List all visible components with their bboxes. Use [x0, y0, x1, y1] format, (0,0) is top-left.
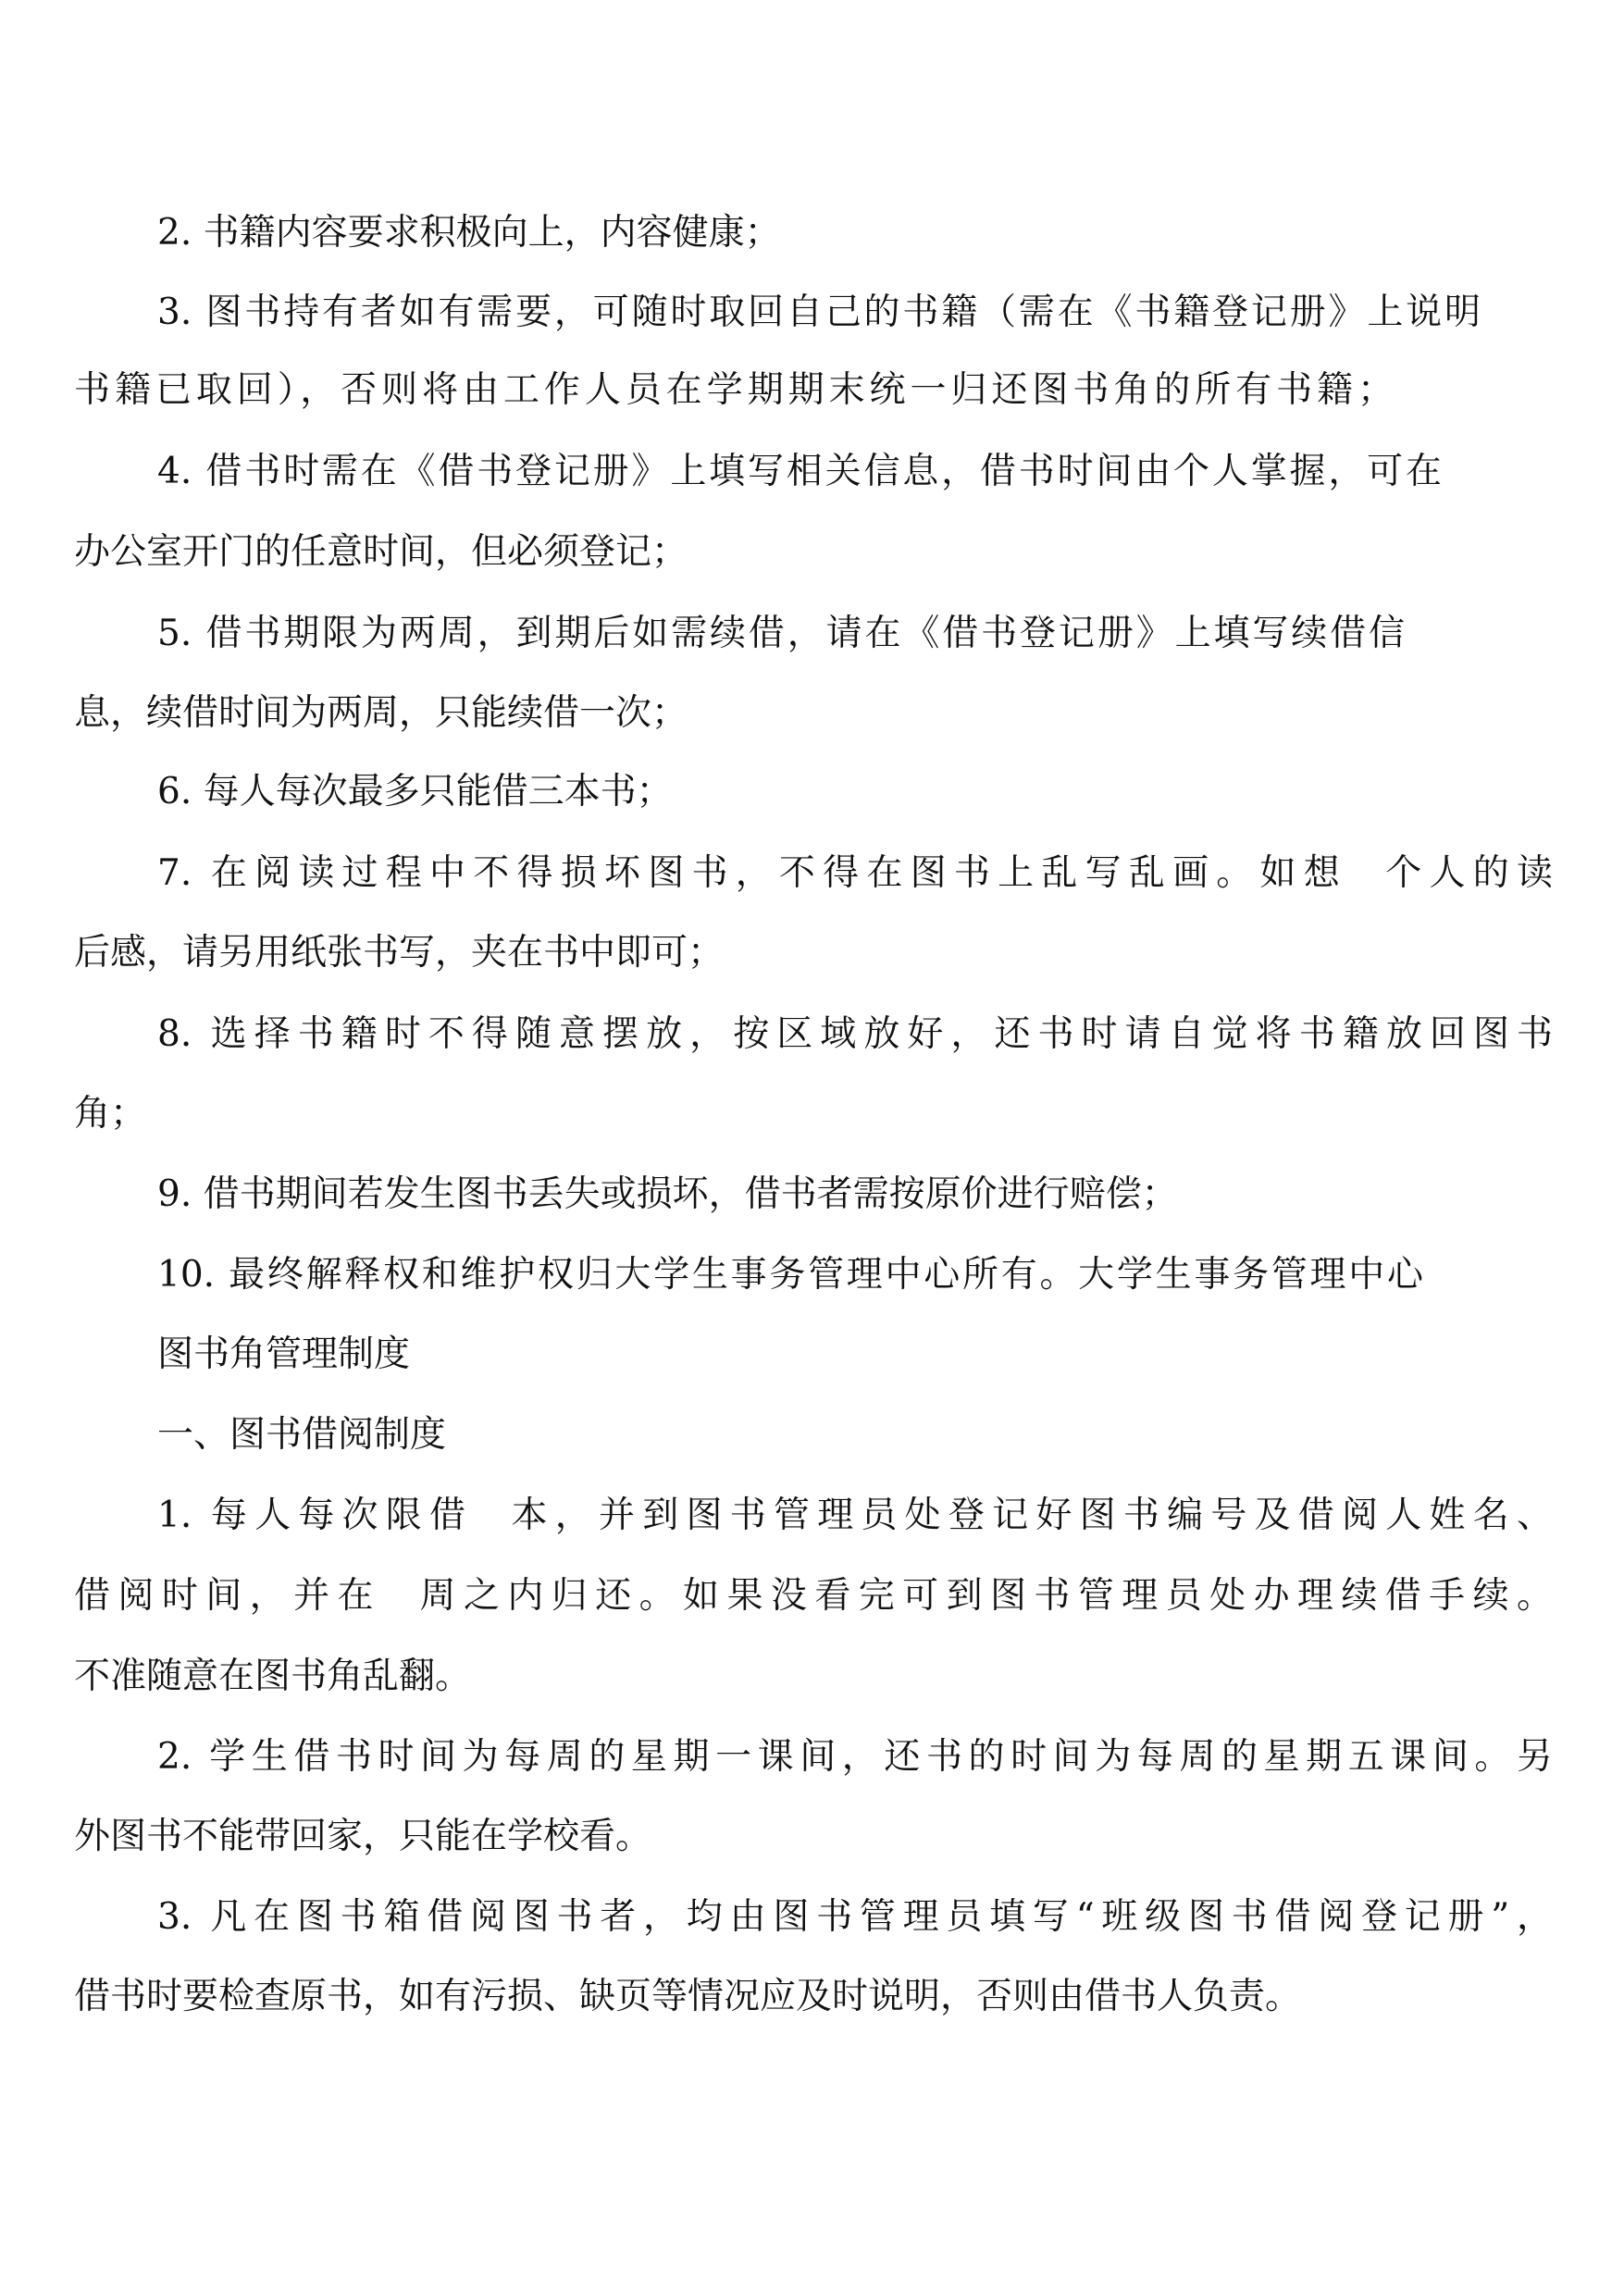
- borrow-rule-1-text: 1. 每人每次限借 本，并到图书管理员处登记好图书编号及借阅人姓名、: [157, 1495, 1553, 1536]
- rule-8-cont-text: 角；: [74, 1093, 147, 1135]
- borrow-rule-3-text: 3. 凡在图书箱借阅图书者，均由图书管理员填写“班级图书借阅登记册”，: [157, 1896, 1553, 1938]
- rule-6: [0, 764, 1624, 820]
- borrow-rule-1-cont-2-text: 不准随意在图书角乱翻。: [74, 1656, 472, 1697]
- rule-2: [0, 205, 1624, 261]
- borrow-rule-3: [0, 1890, 1624, 1945]
- rule-4-cont-text: 办公室开门的任意时间，但必须登记；: [74, 531, 688, 573]
- subsection-title-text: 一、图书借阅制度: [157, 1414, 447, 1456]
- section-title-text: 图书角管理制度: [157, 1334, 411, 1375]
- borrow-rule-3-cont: [0, 1969, 1624, 2025]
- rule-8-cont: [0, 1086, 1624, 1142]
- rule-7-cont: [0, 925, 1624, 981]
- rule-5-text: 5. 借书期限为两周，到期后如需续借，请在《借书登记册》上填写续借信: [157, 613, 1405, 654]
- rule-7-text: 7. 在阅读过程中不得损坏图书，不得在图书上乱写乱画。如想 个人的读: [157, 852, 1553, 894]
- borrow-rule-1-cont-2: [0, 1649, 1624, 1705]
- borrow-rule-2-cont: [0, 1809, 1624, 1865]
- section-title: [0, 1327, 1624, 1383]
- rule-9-text: 9. 借书期间若发生图书丢失或损坏，借书者需按原价进行赔偿；: [157, 1173, 1178, 1215]
- rule-7-cont-text: 后感，请另用纸张书写，夹在书中即可；: [74, 932, 725, 974]
- rule-9: [0, 1167, 1624, 1222]
- rule-2-text: 2. 书籍内容要求积极向上，内容健康；: [157, 212, 781, 254]
- rule-3: [0, 285, 1624, 341]
- rule-4-text: 4. 借书时需在《借书登记册》上填写相关信息，借书时间由个人掌握，可在: [157, 451, 1442, 492]
- rule-10: [0, 1247, 1624, 1303]
- borrow-rule-3-cont-text: 借书时要检查原书，如有污损、缺页等情况应及时说明，否则由借书人负责。: [74, 1976, 1302, 2017]
- rule-5-cont-text: 息，续借时间为两周，只能续借一次；: [74, 692, 688, 734]
- rule-8: [0, 1007, 1624, 1062]
- rule-7: [0, 846, 1624, 901]
- borrow-rule-1: [0, 1488, 1624, 1544]
- subsection-title: [0, 1408, 1624, 1463]
- borrow-rule-2-cont-text: 外图书不能带回家，只能在学校看。: [74, 1816, 652, 1857]
- rule-6-text: 6. 每人每次最多只能借三本书；: [157, 771, 673, 813]
- borrow-rule-1-cont: [0, 1569, 1624, 1624]
- borrow-rule-2-text: 2. 学生借书时间为每周的星期一课间，还书的时间为每周的星期五课间。另: [157, 1736, 1553, 1778]
- borrow-rule-2: [0, 1730, 1624, 1785]
- rule-4-cont: [0, 525, 1624, 580]
- rule-3-text: 3. 图书持有者如有需要，可随时取回自己的书籍（需在《书籍登记册》上说明: [157, 292, 1481, 333]
- rule-4: [0, 444, 1624, 500]
- rule-8-text: 8. 选择书籍时不得随意摆放，按区域放好，还书时请自觉将书籍放回图书: [157, 1013, 1553, 1055]
- rule-5: [0, 606, 1624, 662]
- rule-10-text: 10. 最终解释权和维护权归大学生事务管理中心所有。大学生事务管理中心: [157, 1254, 1423, 1296]
- borrow-rule-1-cont-text: 借阅时间，并在 周之内归还。如果没看完可到图书管理员处办理续借手续。: [74, 1575, 1553, 1617]
- rule-5-cont: [0, 686, 1624, 741]
- rule-3-cont: [0, 363, 1624, 418]
- rule-3-cont-text: 书籍已取回），否则将由工作人员在学期期末统一归还图书角的所有书籍；: [74, 369, 1394, 411]
